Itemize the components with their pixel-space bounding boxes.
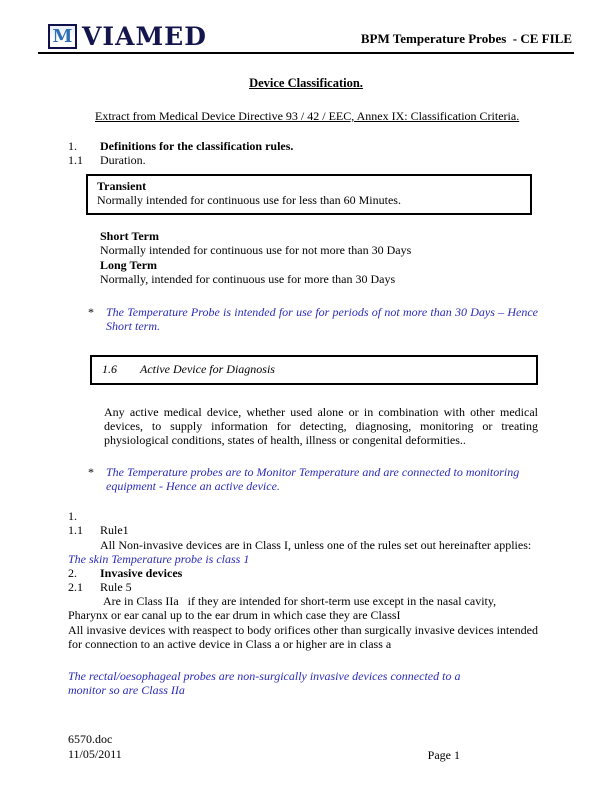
- rule1-row: [68, 523, 540, 537]
- document-subtitle: Extract from Medical Device Directive 93 / 42 / EEC, Annex IX: Classification Criteria.: [95, 108, 520, 123]
- long-term-title: Long Term: [100, 257, 158, 272]
- short-term-body: Normally intended for continuous use for not more than 30 Days: [100, 243, 412, 258]
- page-header: [38, 24, 574, 54]
- footer-filename: 6570.doc: [68, 732, 113, 746]
- duration-label: Duration.: [100, 153, 146, 168]
- viamed-logo-text: VIAMED: [82, 22, 207, 51]
- viamed-logo-m-icon: M: [48, 24, 77, 49]
- duration-number: 1.1: [68, 153, 83, 168]
- page-footer: [68, 732, 460, 762]
- transient-title: Transient: [97, 179, 147, 194]
- term-definitions: [100, 229, 538, 288]
- document-header-title: BPM Temperature Probes - CE FILE: [360, 30, 572, 46]
- rule5-row: [68, 580, 540, 594]
- rule1-number: 1.1: [68, 523, 83, 538]
- duration-row: [68, 153, 552, 167]
- document-title: Device Classification.: [249, 76, 363, 90]
- footer-file-info: [68, 732, 122, 762]
- transient-body: Normally intended for continuous use for less than 60 Minutes.: [97, 193, 401, 208]
- definitions-heading: Definitions for the classification rules.: [100, 138, 294, 153]
- rule5-line1: Are in Class IIa if they are intended for short-term use except in the nasal cavity,: [100, 594, 497, 609]
- rule1-note: The skin Temperature probe is class 1: [68, 551, 250, 566]
- rule5-note: The rectal/oesophageal probes are non-surgically invasive devices connected to a monitor so are Class IIa: [68, 668, 461, 697]
- rule1-body: All Non-invasive devices are in Class I, unless one of the rules set out hereinafter applies:: [100, 537, 532, 552]
- active-device-number: 1.6: [102, 362, 117, 377]
- short-term-note-text: The Temperature Probe is intended for use for periods of not more than 30 Days – Hence Short term.: [106, 305, 538, 334]
- viamed-logo: [48, 24, 207, 49]
- short-term-note: [88, 305, 538, 333]
- asterisk-bullet: *: [88, 464, 94, 479]
- asterisk-bullet: *: [88, 305, 94, 320]
- active-device-note-text: The Temperature probes are to Monitor Temperature and are connected to monitoring equipment - Hence an active device.: [106, 464, 520, 494]
- active-device-definition: Any active medical device, whether used alone or in combination with other medical devices, to supply information for detecting, diagnosing, monitoring or treating physiological conditions, states of health, illness or congenital deformities..: [104, 404, 538, 447]
- footer-page-number: Page 1: [427, 747, 460, 762]
- active-device-title: Active Device for Diagnosis: [140, 362, 275, 377]
- rules-section-number-row: [68, 509, 540, 523]
- invasive-heading: Invasive devices: [100, 565, 183, 580]
- transient-definition-box: [86, 174, 532, 214]
- rules-section-number: 1.: [68, 509, 77, 524]
- active-device-note: [88, 465, 538, 493]
- long-term-body: Normally, intended for continuous use for more than 30 Days: [100, 272, 396, 287]
- rule5-number: 2.1: [68, 580, 83, 595]
- rule5-line3: All invasive devices with reaspect to body orifices other than surgically invasive devices intended for connection to an active device in Class a or higher are in class a: [68, 622, 538, 651]
- active-device-box: [90, 355, 538, 384]
- invasive-heading-row: [68, 566, 540, 580]
- invasive-number: 2.: [68, 565, 77, 580]
- rule1-label: Rule1: [100, 523, 129, 538]
- definitions-heading-row: [68, 139, 552, 153]
- footer-date: 11/05/2011: [68, 747, 122, 761]
- rule5-line2: Pharynx or ear canal up to the ear drum in which case they are ClassI: [68, 608, 401, 623]
- rule5-label: Rule 5: [100, 580, 132, 595]
- definitions-number: 1.: [68, 138, 77, 153]
- classification-rules-section: [0, 509, 540, 697]
- short-term-title: Short Term: [100, 228, 160, 243]
